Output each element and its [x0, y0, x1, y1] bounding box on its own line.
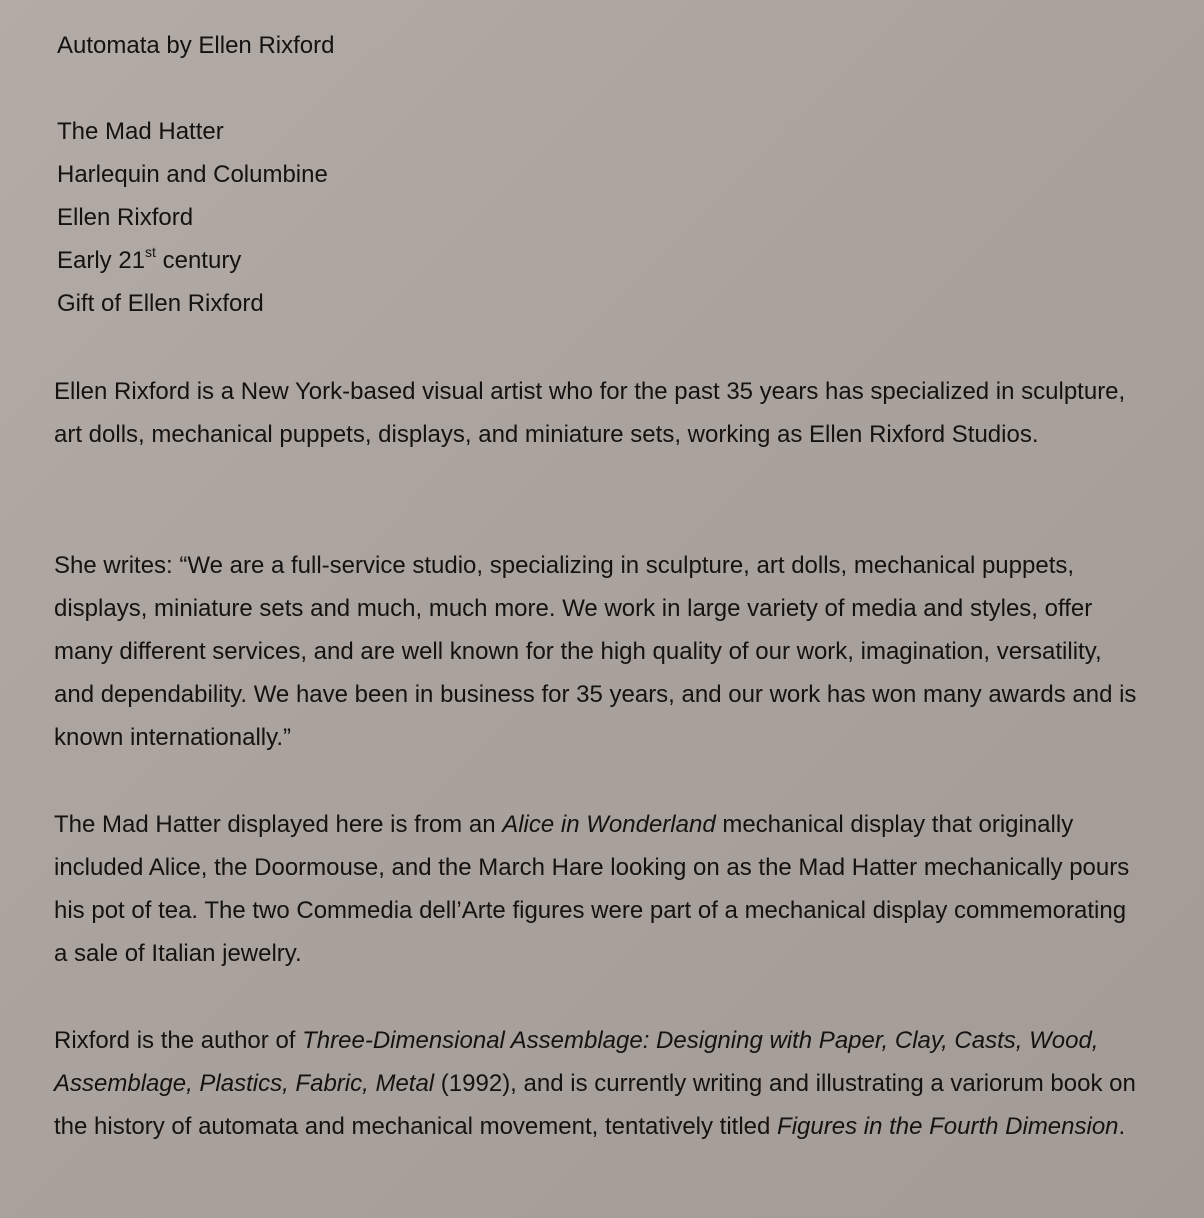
- paragraph-author-middle: (1992), and is currently writing and illustrating a variorum book on the history of automata and mechanical movement, tentatively titled: [54, 1070, 1136, 1140]
- object-title-harlequin: Harlequin and Columbine: [57, 161, 328, 188]
- paragraph-description-end: mechanical display that originally included Alice, the Doormouse, and the March Hare looking on as the Mad Hatter mechanically pours his pot of tea. The two Commedia dell’Arte figures were part of a mechanical display commemorating a sale of Italian jewelry.: [54, 811, 1130, 967]
- alice-title: Alice in Wonderland: [502, 811, 716, 838]
- object-artist: Ellen Rixford: [57, 204, 194, 231]
- date-prefix: Early 21: [57, 247, 146, 274]
- label-title: Automata by Ellen Rixford: [57, 32, 335, 59]
- paragraph-author-end: .: [1118, 1113, 1126, 1140]
- paragraph-author-start: Rixford is the author of: [54, 1027, 303, 1054]
- object-credit-line: Gift of Ellen Rixford: [57, 290, 264, 317]
- object-date: [57, 246, 241, 276]
- object-title-mad-hatter: The Mad Hatter: [57, 118, 224, 145]
- paragraph-description: [54, 803, 1144, 975]
- paragraph-biography: Ellen Rixford is a New York-based visual artist who for the past 35 years has specialized in sculpture, art dolls, mechanical puppets, displays, and miniature sets, working as Ellen Rixford Studios.: [54, 378, 1126, 448]
- book-title: Three-Dimensional Assemblage: Designing with Paper, Clay, Casts, Wood, Assemblage, Plastics, Fabric, Metal: [54, 1027, 1099, 1097]
- date-suffix: century: [155, 247, 242, 274]
- date-superscript: st: [145, 244, 156, 260]
- paragraph-description-start: The Mad Hatter displayed here is from an: [54, 811, 503, 838]
- forthcoming-book-title: Figures in the Fourth Dimension: [777, 1113, 1119, 1140]
- paragraph-author: [54, 1019, 1144, 1148]
- paragraph-quote: She writes: “We are a full-service studio, specializing in sculpture, art dolls, mechanical puppets, displays, miniature sets and much, much more. We work in large variety of media and styles, offer many different services, and are well known for the high quality of our work, imagination, versatility, and dependability. We have been in business for 35 years, and our work has won many awards and is known internationally.”: [54, 552, 1137, 751]
